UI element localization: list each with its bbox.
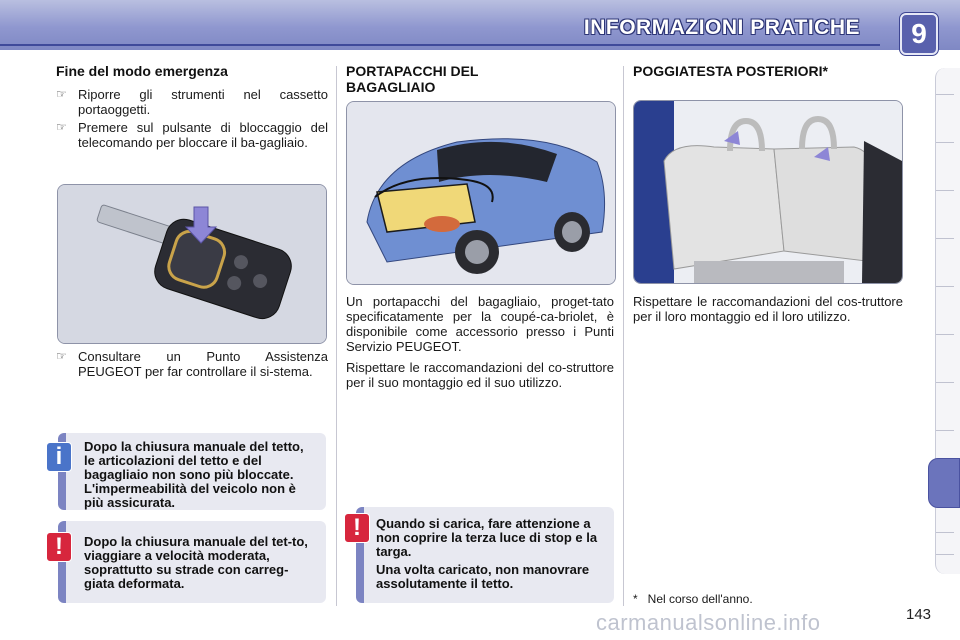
list-item-text: Premere sul pulsante di bloccaggio del telecomando per bloccare il ba-gagliaio. — [78, 120, 328, 150]
column-divider — [336, 66, 337, 606]
tab-divider — [936, 334, 954, 335]
luggage-rack-car-image — [346, 101, 616, 285]
luggage-rack-text — [346, 294, 614, 396]
tab-divider — [936, 382, 954, 383]
pointing-hand-icon: ☞ — [56, 349, 67, 363]
list-item-text: Consultare un Punto Assistenza PEUGEOT per far controllare il si-stema. — [78, 349, 328, 379]
column-luggage-rack — [346, 63, 614, 103]
page-number: 143 — [906, 606, 932, 623]
paragraph: Rispettare le raccomandazioni del co-struttore per il suo montaggio ed il suo utilizzo. — [346, 360, 614, 390]
tab-divider — [936, 532, 954, 533]
warning-note-text: Quando si carica, fare attenzione a non coprire la terza luce di stop e la targa. — [376, 516, 598, 559]
chapter-tab-active[interactable] — [928, 458, 960, 508]
section-title: POGGIATESTA POSTERIORI* — [633, 63, 828, 79]
tab-divider — [936, 238, 954, 239]
list-item — [56, 349, 328, 379]
tab-divider — [936, 94, 954, 95]
pointing-hand-icon: ☞ — [56, 120, 67, 134]
tab-divider — [936, 554, 954, 555]
tab-divider — [936, 142, 954, 143]
tab-divider — [936, 430, 954, 431]
column-emergency-mode-continued — [56, 349, 328, 382]
rear-headrests-image — [633, 100, 903, 284]
tab-divider — [936, 190, 954, 191]
warning-note-luggage — [353, 507, 614, 603]
remote-key-image — [57, 184, 327, 344]
list-item-text: Riporre gli strumenti nel cassetto portaoggetti. — [78, 87, 328, 117]
paragraph: Un portapacchi del bagagliaio, proget-tato specificatamente per la coupé-ca-briolet, è disponibile come accessorio presso i Punti Servizio PEUGEOT. — [346, 294, 614, 354]
info-icon: i — [46, 442, 72, 472]
paragraph: Rispettare le raccomandazioni del cos-truttore per il loro montaggio ed il loro utilizzo. — [633, 294, 903, 324]
warning-note-text: Una volta caricato, non manovrare assolutamente il tetto. — [376, 562, 590, 591]
warning-note — [55, 521, 326, 603]
chapter-badge: 9 — [900, 13, 938, 55]
warning-note-text: Dopo la chiusura manuale del tet-to, viaggiare a velocità moderata, soprattutto su strade con carreg-giata deformata. — [84, 534, 308, 591]
section-title: PORTAPACCHI DEL BAGAGLIAIO — [346, 63, 479, 95]
warning-icon: ! — [344, 513, 370, 543]
list-item — [56, 87, 328, 117]
warning-icon: ! — [46, 532, 72, 562]
list-item — [56, 120, 328, 150]
column-divider — [623, 66, 624, 606]
footnote: * Nel corso dell'anno. — [633, 592, 753, 606]
column-emergency-mode — [56, 63, 328, 153]
column-rear-headrests — [633, 63, 903, 87]
rear-headrests-text — [633, 294, 903, 330]
pointing-hand-icon: ☞ — [56, 87, 67, 101]
header-rule — [0, 44, 880, 46]
watermark: carmanualsonline.info — [596, 610, 821, 635]
info-note-text: Dopo la chiusura manuale del tetto, le articolazioni del tetto e del bagagliaio non sono più bloccate. L'impermeabilità del veicolo non è più assicurata. — [84, 439, 304, 510]
page-title: INFORMAZIONI PRATICHE — [583, 16, 860, 39]
info-note — [55, 433, 326, 510]
tab-divider — [936, 286, 954, 287]
section-title: Fine del modo emergenza — [56, 63, 228, 79]
